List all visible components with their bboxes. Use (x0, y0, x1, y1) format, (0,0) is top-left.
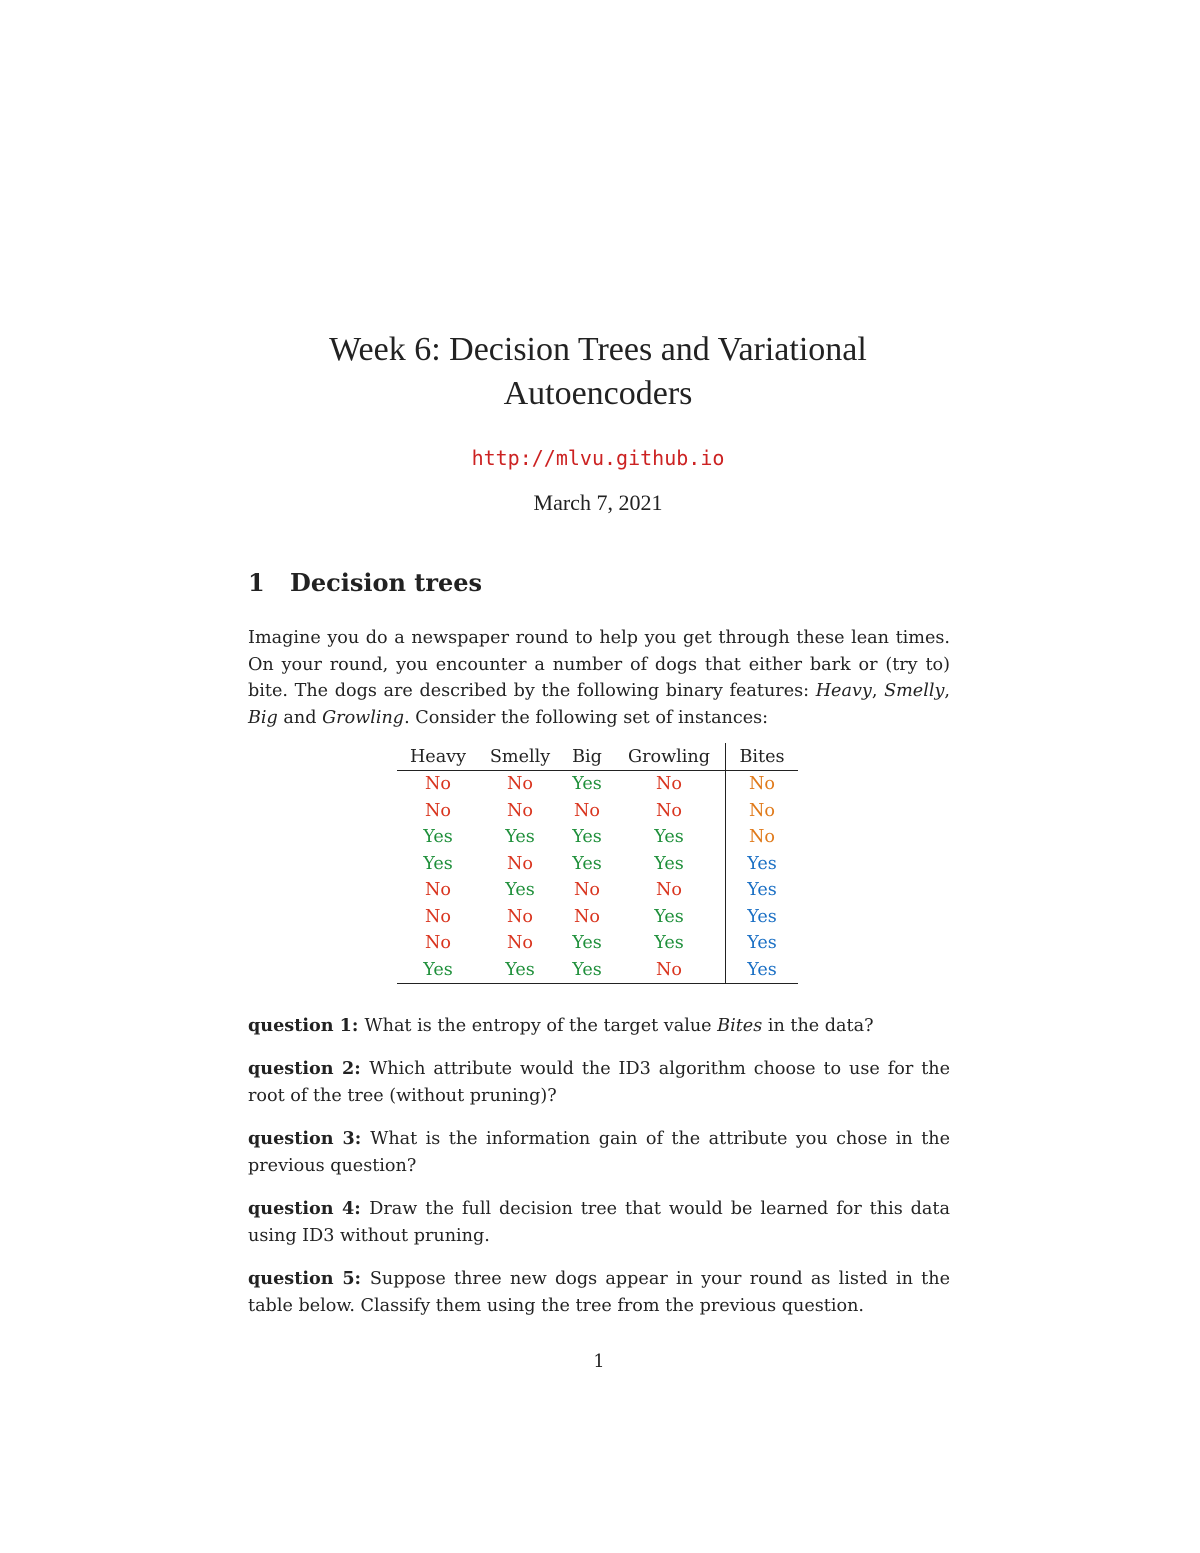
question-5-text: Suppose three new dogs appear in your round as listed in the table below. Classify them using the tree from the previous question. (248, 1269, 950, 1316)
question-5 (248, 1266, 950, 1319)
instances-table (397, 743, 798, 984)
question-4 (248, 1196, 950, 1249)
table-cell: Yes (423, 853, 453, 874)
table-cell: No (656, 800, 682, 821)
question-2 (248, 1056, 950, 1109)
table-cell: No (425, 774, 451, 795)
header-smelly: Smelly (479, 743, 561, 771)
table-row (397, 957, 798, 984)
table-row (397, 798, 798, 825)
table-cell: Yes (726, 851, 799, 878)
table-row (397, 904, 798, 931)
table-cell: Yes (654, 827, 684, 848)
table-row (397, 771, 798, 798)
table-cell: Yes (654, 906, 684, 927)
question-2-label: question 2: (248, 1058, 361, 1079)
table-row (397, 877, 798, 904)
table-cell: Yes (726, 877, 799, 904)
table-cell: Yes (423, 827, 453, 848)
table-cell: Yes (572, 827, 602, 848)
table-cell: No (574, 880, 600, 901)
table-cell: No (574, 800, 600, 821)
header-growling: Growling (613, 743, 726, 771)
intro-text-1: Imagine you do a newspaper round to help you get through these lean times. On your round, you encounter a number of dogs that either bark or (try to) bite. The dogs are described by the following binary features: (248, 628, 950, 701)
table-cell: Yes (561, 957, 613, 984)
feature-smelly: Smelly (884, 681, 945, 701)
document-title (248, 328, 948, 416)
table-cell: No (507, 800, 533, 821)
question-1-text: What is the entropy of the target value (364, 1016, 718, 1036)
table-cell: No (425, 880, 451, 901)
course-url-link[interactable]: http://mlvu.github.io (471, 446, 725, 470)
question-3-text: What is the information gain of the attribute you chose in the previous question? (248, 1129, 951, 1176)
table-cell: No (507, 906, 533, 927)
table-cell: No (425, 933, 451, 954)
question-4-label: question 4: (248, 1198, 361, 1219)
feature-growling: Growling (322, 707, 405, 728)
table-row (397, 851, 798, 878)
question-1-text-end: in the data? (762, 1016, 874, 1036)
intro-paragraph (248, 625, 950, 731)
intro-sep-1: , (871, 681, 885, 701)
section-title: Decision trees (290, 568, 483, 597)
table-row (397, 824, 798, 851)
header-heavy: Heavy (397, 743, 479, 771)
question-1-label: question 1: (248, 1015, 359, 1036)
table-cell: No (425, 800, 451, 821)
table-cell: No (613, 957, 726, 984)
table-cell: Yes (572, 774, 602, 795)
table-cell: Yes (726, 904, 799, 931)
title-line-1: Week 6: Decision Trees and Variational (329, 331, 867, 368)
feature-heavy: Heavy (815, 681, 872, 701)
table-cell: Yes (654, 853, 684, 874)
question-1-emphasis: Bites (717, 1016, 763, 1036)
question-1 (248, 1013, 950, 1040)
table-cell: Yes (505, 880, 535, 901)
question-5-label: question 5: (248, 1268, 362, 1289)
table-body (397, 771, 798, 984)
table-cell: Yes (505, 827, 535, 848)
table-cell: No (507, 853, 533, 874)
section-number: 1 (248, 568, 265, 597)
page-number: 1 (593, 1352, 605, 1372)
header-bites: Bites (726, 743, 799, 771)
table-cell: No (507, 933, 533, 954)
question-4-text: Draw the full decision tree that would be learned for this data using ID3 without pruning. (248, 1199, 950, 1246)
table-cell: Yes (654, 933, 684, 954)
question-3 (248, 1126, 950, 1179)
table-header-row (397, 743, 798, 771)
table-cell: Yes (479, 957, 561, 984)
table-cell: No (726, 824, 799, 851)
table-cell: Yes (572, 853, 602, 874)
intro-text-2: . Consider the following set of instances: (404, 707, 769, 728)
question-3-label: question 3: (248, 1128, 362, 1149)
table-cell: No (574, 906, 600, 927)
table-cell: No (507, 774, 533, 795)
question-2-text: Which attribute would the ID3 algorithm choose to use for the root of the tree (without pruning)? (248, 1059, 951, 1106)
table-cell: No (726, 771, 799, 798)
table-row (397, 930, 798, 957)
intro-sep-3: and (277, 707, 323, 728)
table-cell: Yes (397, 957, 479, 984)
feature-big: Big (248, 707, 278, 728)
table-cell: Yes (572, 933, 602, 954)
intro-sep-2: , (944, 681, 950, 701)
table-cell: No (656, 880, 682, 901)
document-date: March 7, 2021 (533, 490, 663, 515)
title-line-2: Autoencoders (503, 375, 693, 412)
table-cell: Yes (726, 957, 799, 984)
table-cell: No (425, 906, 451, 927)
table-cell: Yes (726, 930, 799, 957)
table-cell: No (726, 798, 799, 825)
header-big: Big (561, 743, 613, 771)
section-heading (248, 568, 482, 597)
table-cell: No (656, 774, 682, 795)
